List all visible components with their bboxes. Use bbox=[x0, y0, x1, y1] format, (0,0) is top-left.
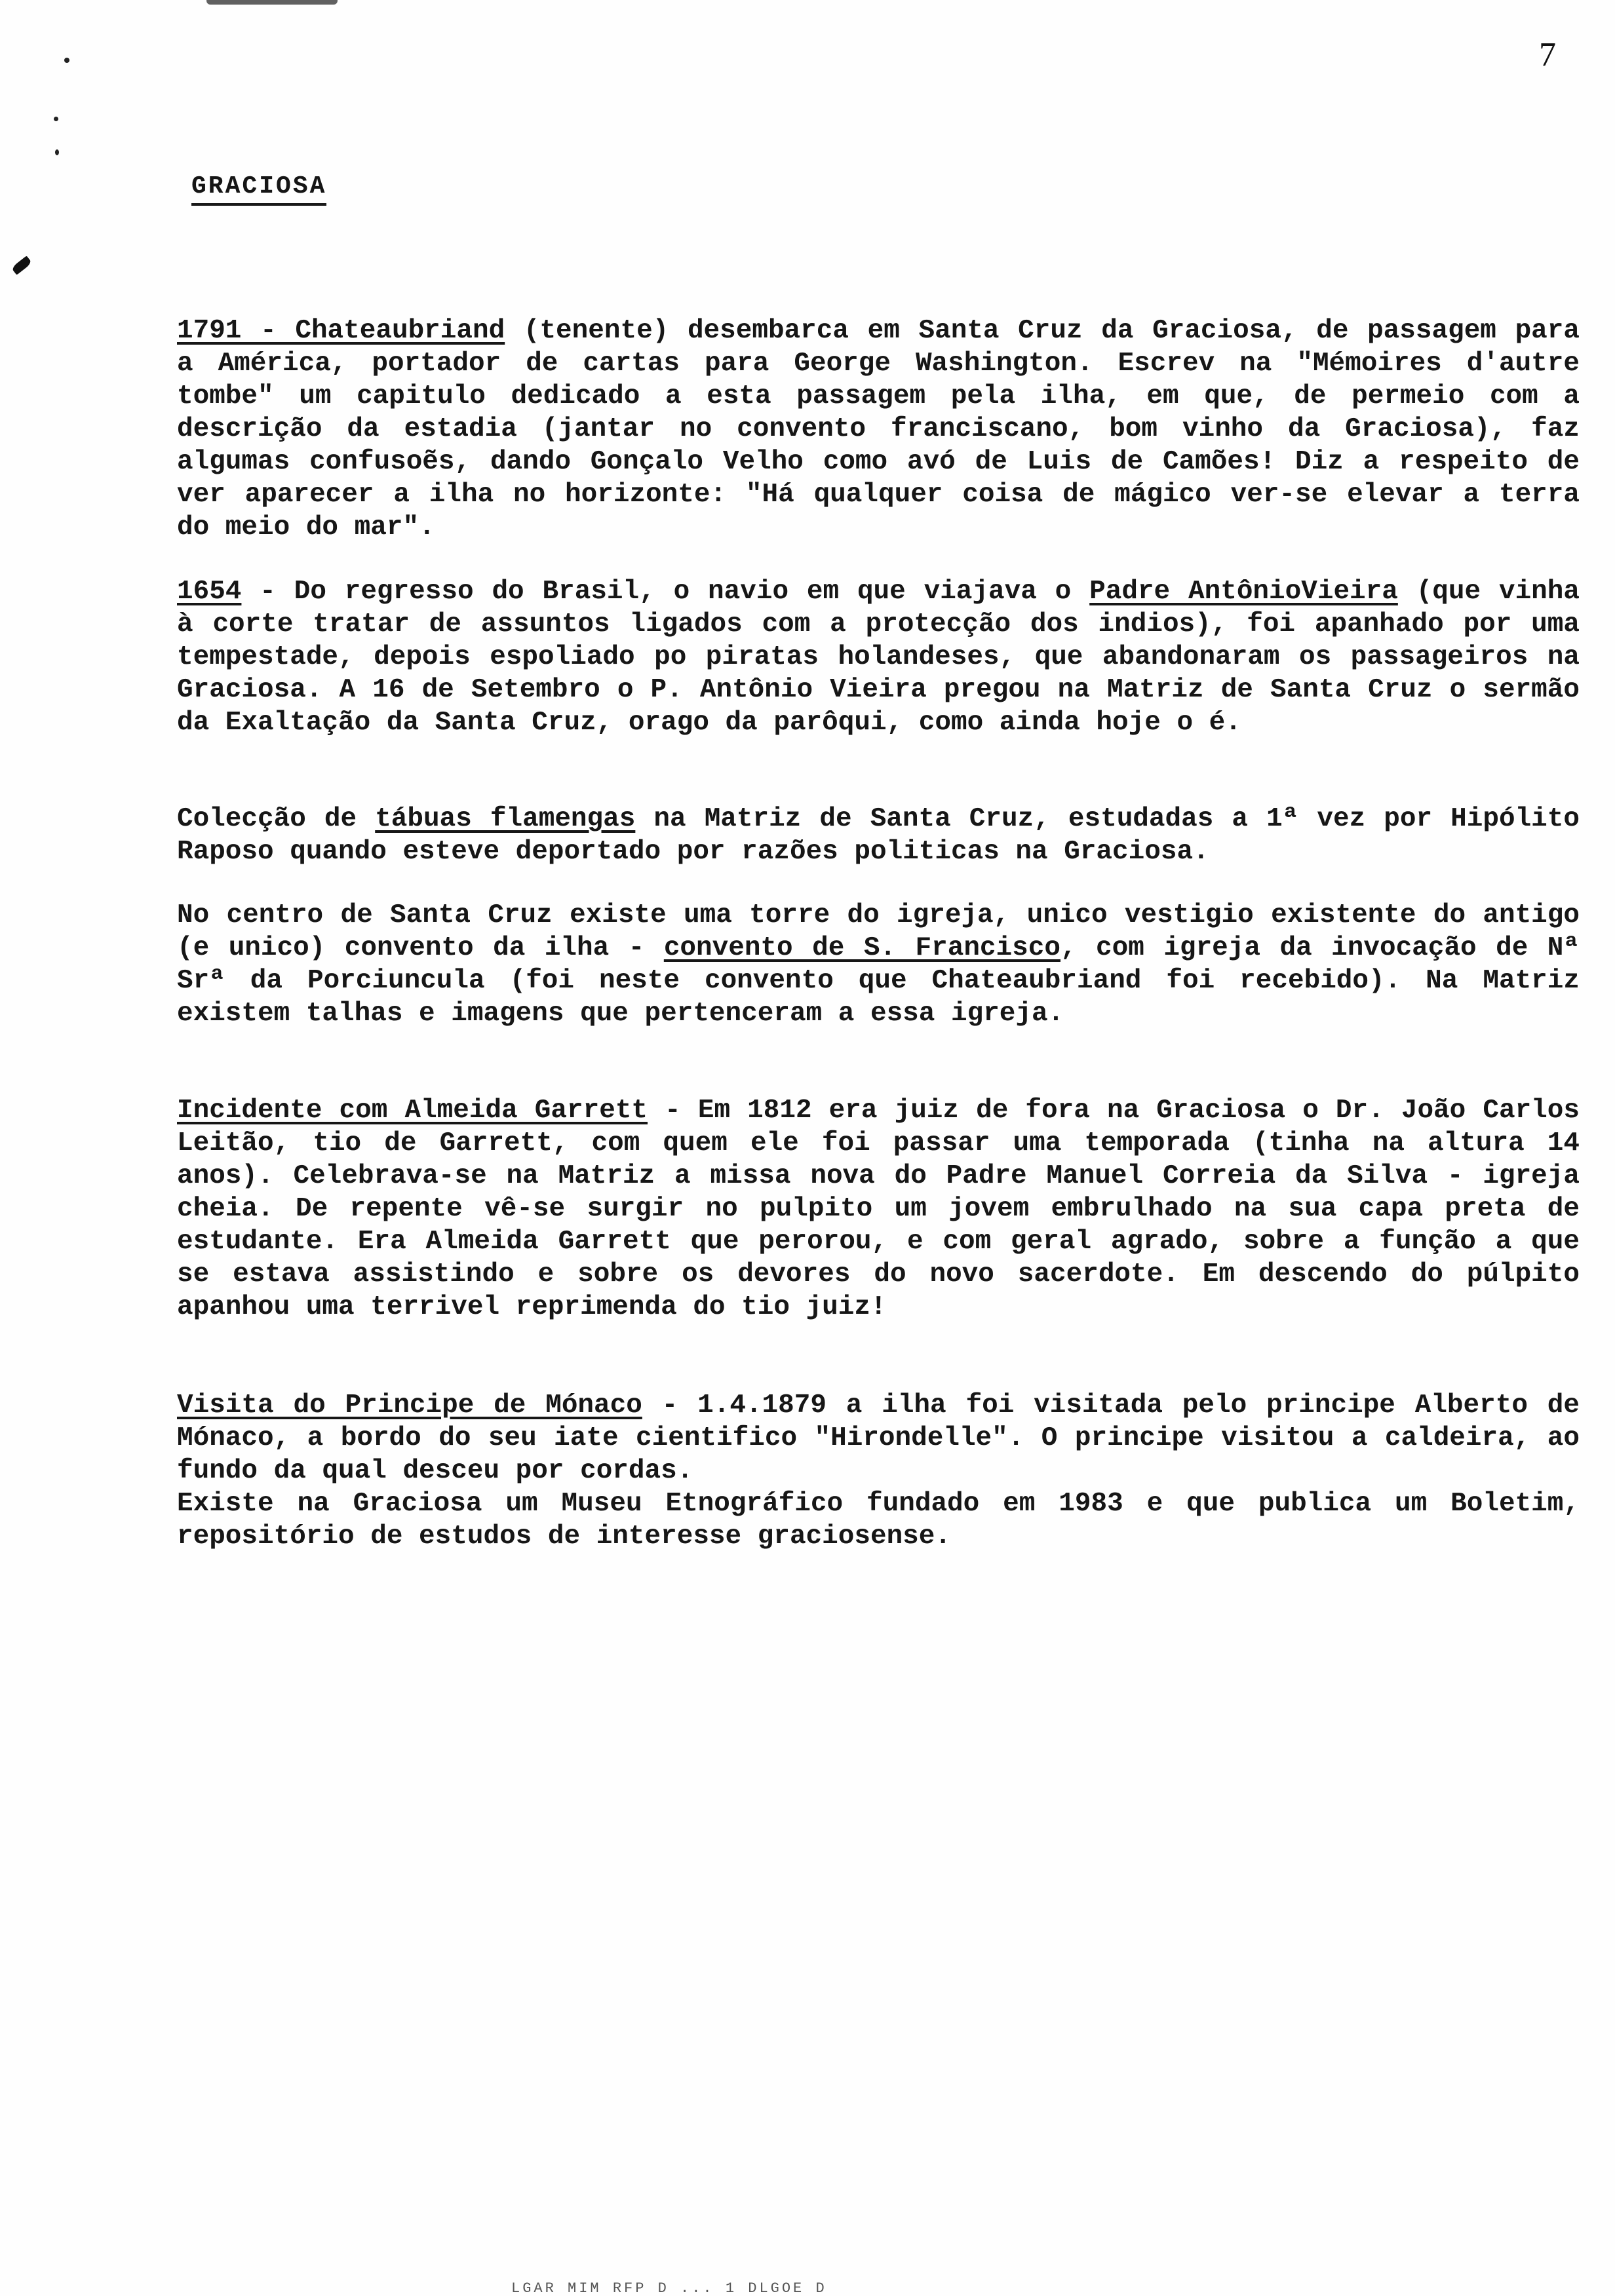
page-number: 7 bbox=[1539, 36, 1556, 73]
page-title: GRACIOSA bbox=[191, 173, 326, 206]
scan-speck bbox=[54, 117, 58, 121]
paragraph-body: - 1.4.1879 a ilha foi visitada pelo principe Alberto de Mónaco, a bordo do seu iate cientifico "Hirondelle". O principe visitou a caldeira, ao fundo da qual desceu por cordas. bbox=[177, 1390, 1580, 1486]
paragraph-tabuas-flamengas bbox=[177, 803, 1580, 868]
paragraph-body: Existe na Graciosa um Museu Etnográfico fundado em 1983 e que publica um Boletim, repositório de estudos de interesse graciosense. bbox=[177, 1489, 1580, 1552]
paragraph-text: (que vinha à corte tratar de assuntos ligados com a protecção dos indios), foi apanhado por uma tempestade, depois espoliado po piratas holandeses, que abandonaram os passageiros na Graciosa. A 16 de Setembro o P. Antônio Vieira pregou na Matriz de Santa Cruz o sermão da Exaltação da Santa Cruz, orago da parôqui, como ainda hoje o é. bbox=[177, 577, 1580, 738]
paragraph-almeida-garrett bbox=[177, 1094, 1580, 1324]
paragraph-lead: Incidente com Almeida Garrett bbox=[177, 1096, 648, 1126]
pen-mark bbox=[11, 256, 32, 275]
paragraph-body: - Em 1812 era juiz de fora na Graciosa o Dr. João Carlos Leitão, tio de Garrett, com quem ele foi passar uma temporada (tinha na altura 14 anos). Celebrava-se na Matriz a missa nova do Padre Manuel Correia da Silva - igreja cheia. De repente vê-se surgir no pulpito um jovem embrulhado na sua capa preta de estudante. Era Almeida Garrett que perorou, e com geral agrado, sobre a função a que se estava assistindo e sobre os devores do novo sacerdote. Em descendo do púlpito apanhou uma terrivel reprimenda do tio juiz! bbox=[177, 1096, 1580, 1322]
paragraph-convento bbox=[177, 899, 1580, 1030]
page-footer: LGAR MIM RFP D ... 1 DLGOE D bbox=[511, 2280, 827, 2296]
paragraph-antonio-vieira bbox=[177, 575, 1580, 739]
paragraph-chateaubriand bbox=[177, 315, 1580, 544]
paragraph-lead: 1791 - Chateaubriand bbox=[177, 316, 505, 346]
paragraph-body: (tenente) desembarca em Santa Cruz da Graciosa, de passagem para a América, portador de cartas para George Washington. Escrev na "Mémoires d'autre tombe" um capitulo dedicado a esta passagem pela ilha, em que, de permeio com a descrição da estadia (jantar no convento franciscano, bom vinho da Graciosa), faz algumas confusoẽs, dando Gonçalo Velho como avó de Luis de Camões! Diz a respeito de ver aparecer a ilha no horizonte: "Há qualquer coisa de mágico ver-se elevar a terra do meio do mar". bbox=[177, 316, 1580, 543]
paragraph-text: - Do regresso do Brasil, o navio em que viajava o bbox=[241, 577, 1090, 607]
paragraph-principe-monaco bbox=[177, 1389, 1580, 1487]
underlined-term: tábuas flamengas bbox=[375, 804, 636, 834]
underlined-term: convento de S. Francisco bbox=[663, 933, 1060, 963]
underlined-name: Padre AntônioVieira bbox=[1089, 577, 1398, 607]
scan-speck bbox=[64, 58, 69, 63]
scan-smudge bbox=[206, 0, 338, 5]
paragraph-museu bbox=[177, 1487, 1580, 1553]
paragraph-text: Colecção de bbox=[177, 804, 376, 834]
paragraph-text: na Matriz de Santa Cruz, estudadas a 1ª vez por Hipólito Raposo quando esteve deportado por razões politicas na Graciosa. bbox=[177, 804, 1580, 867]
paragraph-text: , com igreja da invocação de Nª Srª da Porciuncula (foi neste convento que Chateaubriand foi recebido). Na Matriz existem talhas e imagens que pertenceram a essa igreja. bbox=[177, 933, 1580, 1029]
scan-speck bbox=[55, 149, 59, 155]
paragraph-lead: 1654 bbox=[177, 577, 242, 607]
paragraph-text: No centro de Santa Cruz existe uma torre do igreja, unico vestigio existente do antigo (e unico) convento da ilha - bbox=[177, 900, 1580, 963]
paragraph-lead: Visita do Principe de Mónaco bbox=[177, 1390, 642, 1421]
